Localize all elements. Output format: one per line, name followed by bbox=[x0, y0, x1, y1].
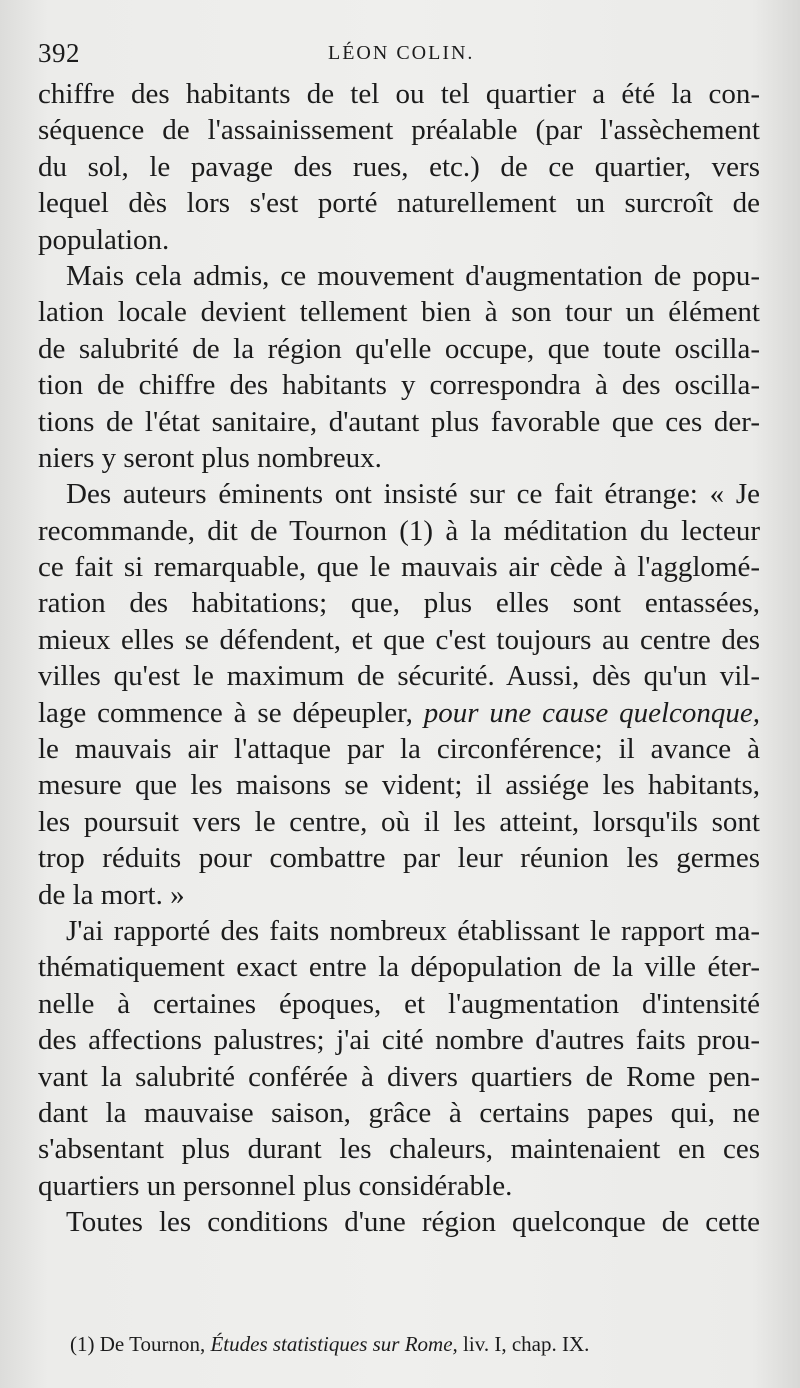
text-line: lation locale devient tellement bien à son tour un élément bbox=[38, 296, 760, 329]
text-line: ce fait si remarquable, que le mauvais air cède à l'agglomé- bbox=[38, 551, 760, 584]
text-line: du sol, le pavage des rues, etc.) de ce quartier, vers bbox=[38, 150, 760, 183]
text-line-with-italic bbox=[38, 695, 760, 731]
text-line: vant la salubrité conférée à divers quartiers de Rome pen- bbox=[38, 1060, 760, 1093]
text-line: villes qu'est le maximum de sécurité. Aussi, dès qu'un vil- bbox=[38, 660, 760, 693]
text-line: les poursuit vers le centre, où il les atteint, lorsqu'ils sont bbox=[38, 805, 760, 838]
text-line: lequel dès lors s'est porté naturellement un surcroît de bbox=[38, 187, 760, 220]
text-line: Toutes les conditions d'une région quelconque de cette bbox=[66, 1206, 760, 1239]
text-line: tions de l'état sanitaire, d'autant plus favorable que ces der- bbox=[38, 405, 760, 438]
italic-phrase: pour une cause quelconque, bbox=[423, 696, 760, 729]
page-header bbox=[38, 34, 758, 74]
text-line: de la mort. » bbox=[38, 878, 185, 911]
body-text bbox=[38, 76, 760, 1241]
footnote-marker: (1) bbox=[70, 1332, 95, 1356]
text-line: dant la mauvaise saison, grâce à certains papes qui, ne bbox=[38, 1096, 760, 1129]
text-line: séquence de l'assainissement préalable (par l'assèchement bbox=[38, 114, 760, 147]
text-line: de salubrité de la région qu'elle occupe, que toute oscilla- bbox=[38, 332, 760, 365]
text-line: niers y seront plus nombreux. bbox=[38, 441, 382, 474]
text-line: tion de chiffre des habitants y correspondra à des oscilla- bbox=[38, 369, 760, 402]
running-head: LÉON COLIN. bbox=[328, 42, 475, 64]
text-line: mesure que les maisons se vident; il assiége les habitants, bbox=[38, 769, 760, 802]
footnote-reference: liv. I, chap. IX. bbox=[463, 1332, 590, 1356]
footnote-title: Études statistiques sur Rome, bbox=[210, 1332, 458, 1356]
text-line: quartiers un personnel plus considérable. bbox=[38, 1169, 513, 1202]
text-line: population. bbox=[38, 223, 170, 256]
text-line: Mais cela admis, ce mouvement d'augmentation de popu- bbox=[66, 259, 760, 292]
page-number: 392 bbox=[38, 38, 80, 68]
footnote bbox=[70, 1330, 760, 1358]
text-line: mieux elles se défendent, et que c'est toujours au centre des bbox=[38, 623, 760, 656]
text-line: recommande, dit de Tournon (1) à la méditation du lecteur bbox=[38, 514, 760, 547]
text-line: s'absentant plus durant les chaleurs, maintenaient en ces bbox=[38, 1133, 760, 1166]
text-line: thématiquement exact entre la dépopulation de la ville éter- bbox=[38, 951, 760, 984]
text-line: ration des habitations; que, plus elles sont entassées, bbox=[38, 587, 760, 620]
text-line: des affections palustres; j'ai cité nombre d'autres faits prou- bbox=[38, 1024, 760, 1057]
text-segment: lage commence à se dépeupler, bbox=[38, 696, 424, 729]
text-line: le mauvais air l'attaque par la circonférence; il avance à bbox=[38, 733, 760, 766]
text-line: trop réduits pour combattre par leur réunion les germes bbox=[38, 842, 760, 875]
text-line: nelle à certaines époques, et l'augmentation d'intensité bbox=[38, 987, 760, 1020]
text-line: J'ai rapporté des faits nombreux établissant le rapport ma- bbox=[66, 914, 760, 947]
text-line: chiffre des habitants de tel ou tel quartier a été la con- bbox=[38, 78, 760, 110]
text-line: Des auteurs éminents ont insisté sur ce fait étrange: « Je bbox=[66, 478, 760, 511]
footnote-author: De Tournon, bbox=[99, 1332, 206, 1356]
